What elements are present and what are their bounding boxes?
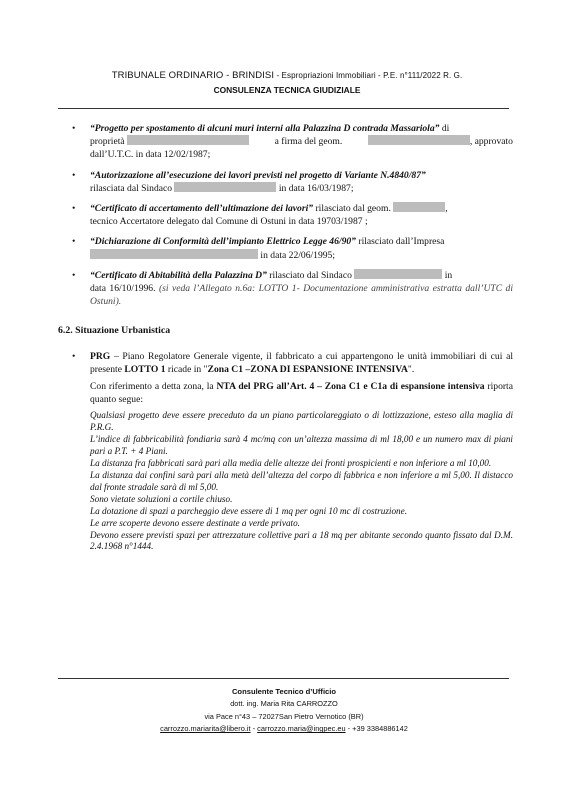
quote-line: Le arre scoperte devono essere destinate a verde privato. — [90, 517, 300, 528]
quote-line: Qualsiasi progetto deve essere preceduto da un piano particolareggiato o di lottizzazione, esteso alla maglia di P.R.G. — [90, 410, 513, 433]
nta-quote — [90, 410, 513, 553]
list-item — [58, 350, 513, 554]
item-title: “Certificato di Abitabilità della Palazzina D” — [90, 269, 267, 281]
footer-phone: - +39 3384886142 — [345, 724, 408, 734]
prg-text: – Piano Regolatore Generale vigente, il fabbricato a cui appartengono le unità immobiliari di cui al presente — [90, 350, 513, 375]
quote-line: La dotazione di spazi a parcheggio deve essere di 1 mq per ogni 10 mc di costruzione. — [90, 505, 408, 516]
page-footer — [120, 686, 448, 736]
nta-paragraph — [90, 380, 513, 406]
lotto-label: LOTTO 1 — [124, 363, 166, 375]
quote-line: Sono vietate soluzioni a cortile chiuso. — [90, 493, 233, 504]
prg-text: ". — [407, 363, 415, 375]
footer-title: Consulente Tecnico d’Ufficio — [231, 687, 337, 696]
item-text: a firma del geom. — [274, 136, 343, 148]
header-court-line — [58, 70, 516, 81]
footer-address: via Pace n°43 – 72027San Pietro Vernotico (BR) — [204, 711, 364, 721]
prg-paragraph — [90, 350, 513, 376]
item-title: “Certificato di accertamento dell’ultimazione dei lavori” — [90, 203, 314, 215]
item-text: data 16/10/1996. — [90, 283, 156, 295]
redacted-block — [90, 249, 258, 259]
list-item — [58, 202, 513, 228]
quote-line: La distanza dai confini sarà pari alla metà dell’altezza del corpo di fabbrica e non inferiore a ml 5,00. Il distacco dal fronte stradale sarà di ml 5,00. — [90, 469, 513, 492]
item-note: (si veda l’Allegato n.6a: LOTTO 1- Documentazione amministrativa estratta dall’UTC di Ostuni). — [90, 283, 513, 308]
item-text: , approvato — [469, 136, 513, 148]
nta-text: Con riferimento a detta zona, la — [90, 381, 217, 393]
item-text: in data 16/03/1987; — [278, 182, 354, 194]
prg-text: ricade in " — [165, 363, 208, 375]
bullet-icon: • — [72, 269, 76, 281]
list-item — [58, 269, 513, 309]
page-header — [58, 70, 516, 95]
item-text: in — [444, 269, 453, 281]
redacted-block — [393, 202, 448, 215]
header-separator: - — [274, 71, 282, 80]
bullet-icon: • — [72, 236, 76, 248]
item-line — [90, 249, 513, 262]
court-name: TRIBUNALE ORDINARIO - BRINDISI — [111, 70, 275, 81]
item-text: di — [441, 123, 450, 134]
item-text: rilasciato dal Sindaco — [269, 269, 352, 281]
bullet-icon: • — [72, 350, 76, 362]
redacted-block — [174, 182, 276, 192]
redacted-block — [354, 269, 442, 279]
prg-list — [58, 350, 513, 554]
redacted-block — [368, 135, 470, 145]
quote-line: Devono essere previsti spazi per attrezzature collettive pari a 18 mq per abitante secondo quanto fissato dal D.M. 2.4.1968 n°1444. — [90, 529, 513, 552]
item-text: in data 22/06/1995; — [260, 249, 336, 261]
redacted-block — [127, 135, 249, 145]
item-text: rilasciato dall’Impresa — [358, 236, 445, 248]
zona-label: Zona C1 –ZONA DI ESPANSIONE INTENSIVA — [207, 363, 408, 375]
item-title: “Progetto per spostamento di alcuni muri interni alla Palazzina D contrada Massariola” — [90, 123, 440, 134]
bullet-icon: • — [72, 123, 76, 134]
main-content — [58, 122, 513, 560]
item-text: proprietà — [90, 136, 125, 148]
list-item — [58, 169, 513, 195]
item-text: rilasciato dal geom. — [315, 203, 391, 215]
procedure-number: Espropriazioni Immobiliari - P.E. n°111/2022 R. G. — [281, 71, 463, 80]
footer-name: dott. ing. Maria Rita CARROZZO — [230, 699, 338, 709]
item-text: dall’U.T.C. in data 12/02/1987; — [90, 149, 211, 161]
item-title: “Autorizzazione all’esecuzione dei lavori previsti nel progetto di Variante N.4840/87” — [90, 169, 426, 181]
footer-separator: - — [250, 724, 258, 734]
list-item — [58, 235, 513, 261]
item-line — [90, 182, 513, 195]
header-subtitle: CONSULENZA TECNICA GIUDIZIALE — [213, 85, 361, 95]
item-line — [90, 282, 513, 308]
footer-contacts — [120, 723, 448, 735]
nta-text: riporta quanto segue: — [90, 381, 513, 406]
pec-email-link[interactable]: carrozzo.maria@ingpec.eu — [257, 724, 346, 734]
prg-label: PRG — [90, 350, 111, 362]
section-title: 6.2. Situazione Urbanistica — [58, 325, 171, 337]
item-text: rilasciata dal Sindaco — [90, 182, 173, 194]
email-link[interactable]: carrozzo.mariarita@libero.it — [160, 724, 251, 734]
footer-rule — [58, 678, 509, 679]
item-text: tecnico Accertatore delegato dal Comune di Ostuni in data 19703/1987 ; — [90, 216, 368, 228]
documents-list — [58, 122, 513, 308]
quote-line: La distanza fra fabbricati sarà pari alla media delle altezze dei fronti prospicienti e non inferiore a ml 10,00. — [90, 458, 492, 469]
item-line — [90, 135, 513, 148]
bullet-icon: • — [72, 169, 76, 181]
header-rule — [58, 108, 509, 109]
list-item — [58, 122, 513, 162]
bullet-icon: • — [72, 203, 76, 215]
quote-line: L’indice di fabbricabilità fondiaria sarà 4 mc/mq con un’altezza massima di ml 18,00 e un numero max di piani pari a P.T. + 4 Piani. — [90, 434, 513, 457]
item-text: , — [445, 203, 448, 215]
nta-label: NTA del PRG all’Art. 4 – Zona C1 e C1a di espansione intensiva — [216, 381, 485, 393]
item-title: “Dichiarazione di Conformità dell’impianto Elettrico Legge 46/90” — [90, 236, 356, 248]
